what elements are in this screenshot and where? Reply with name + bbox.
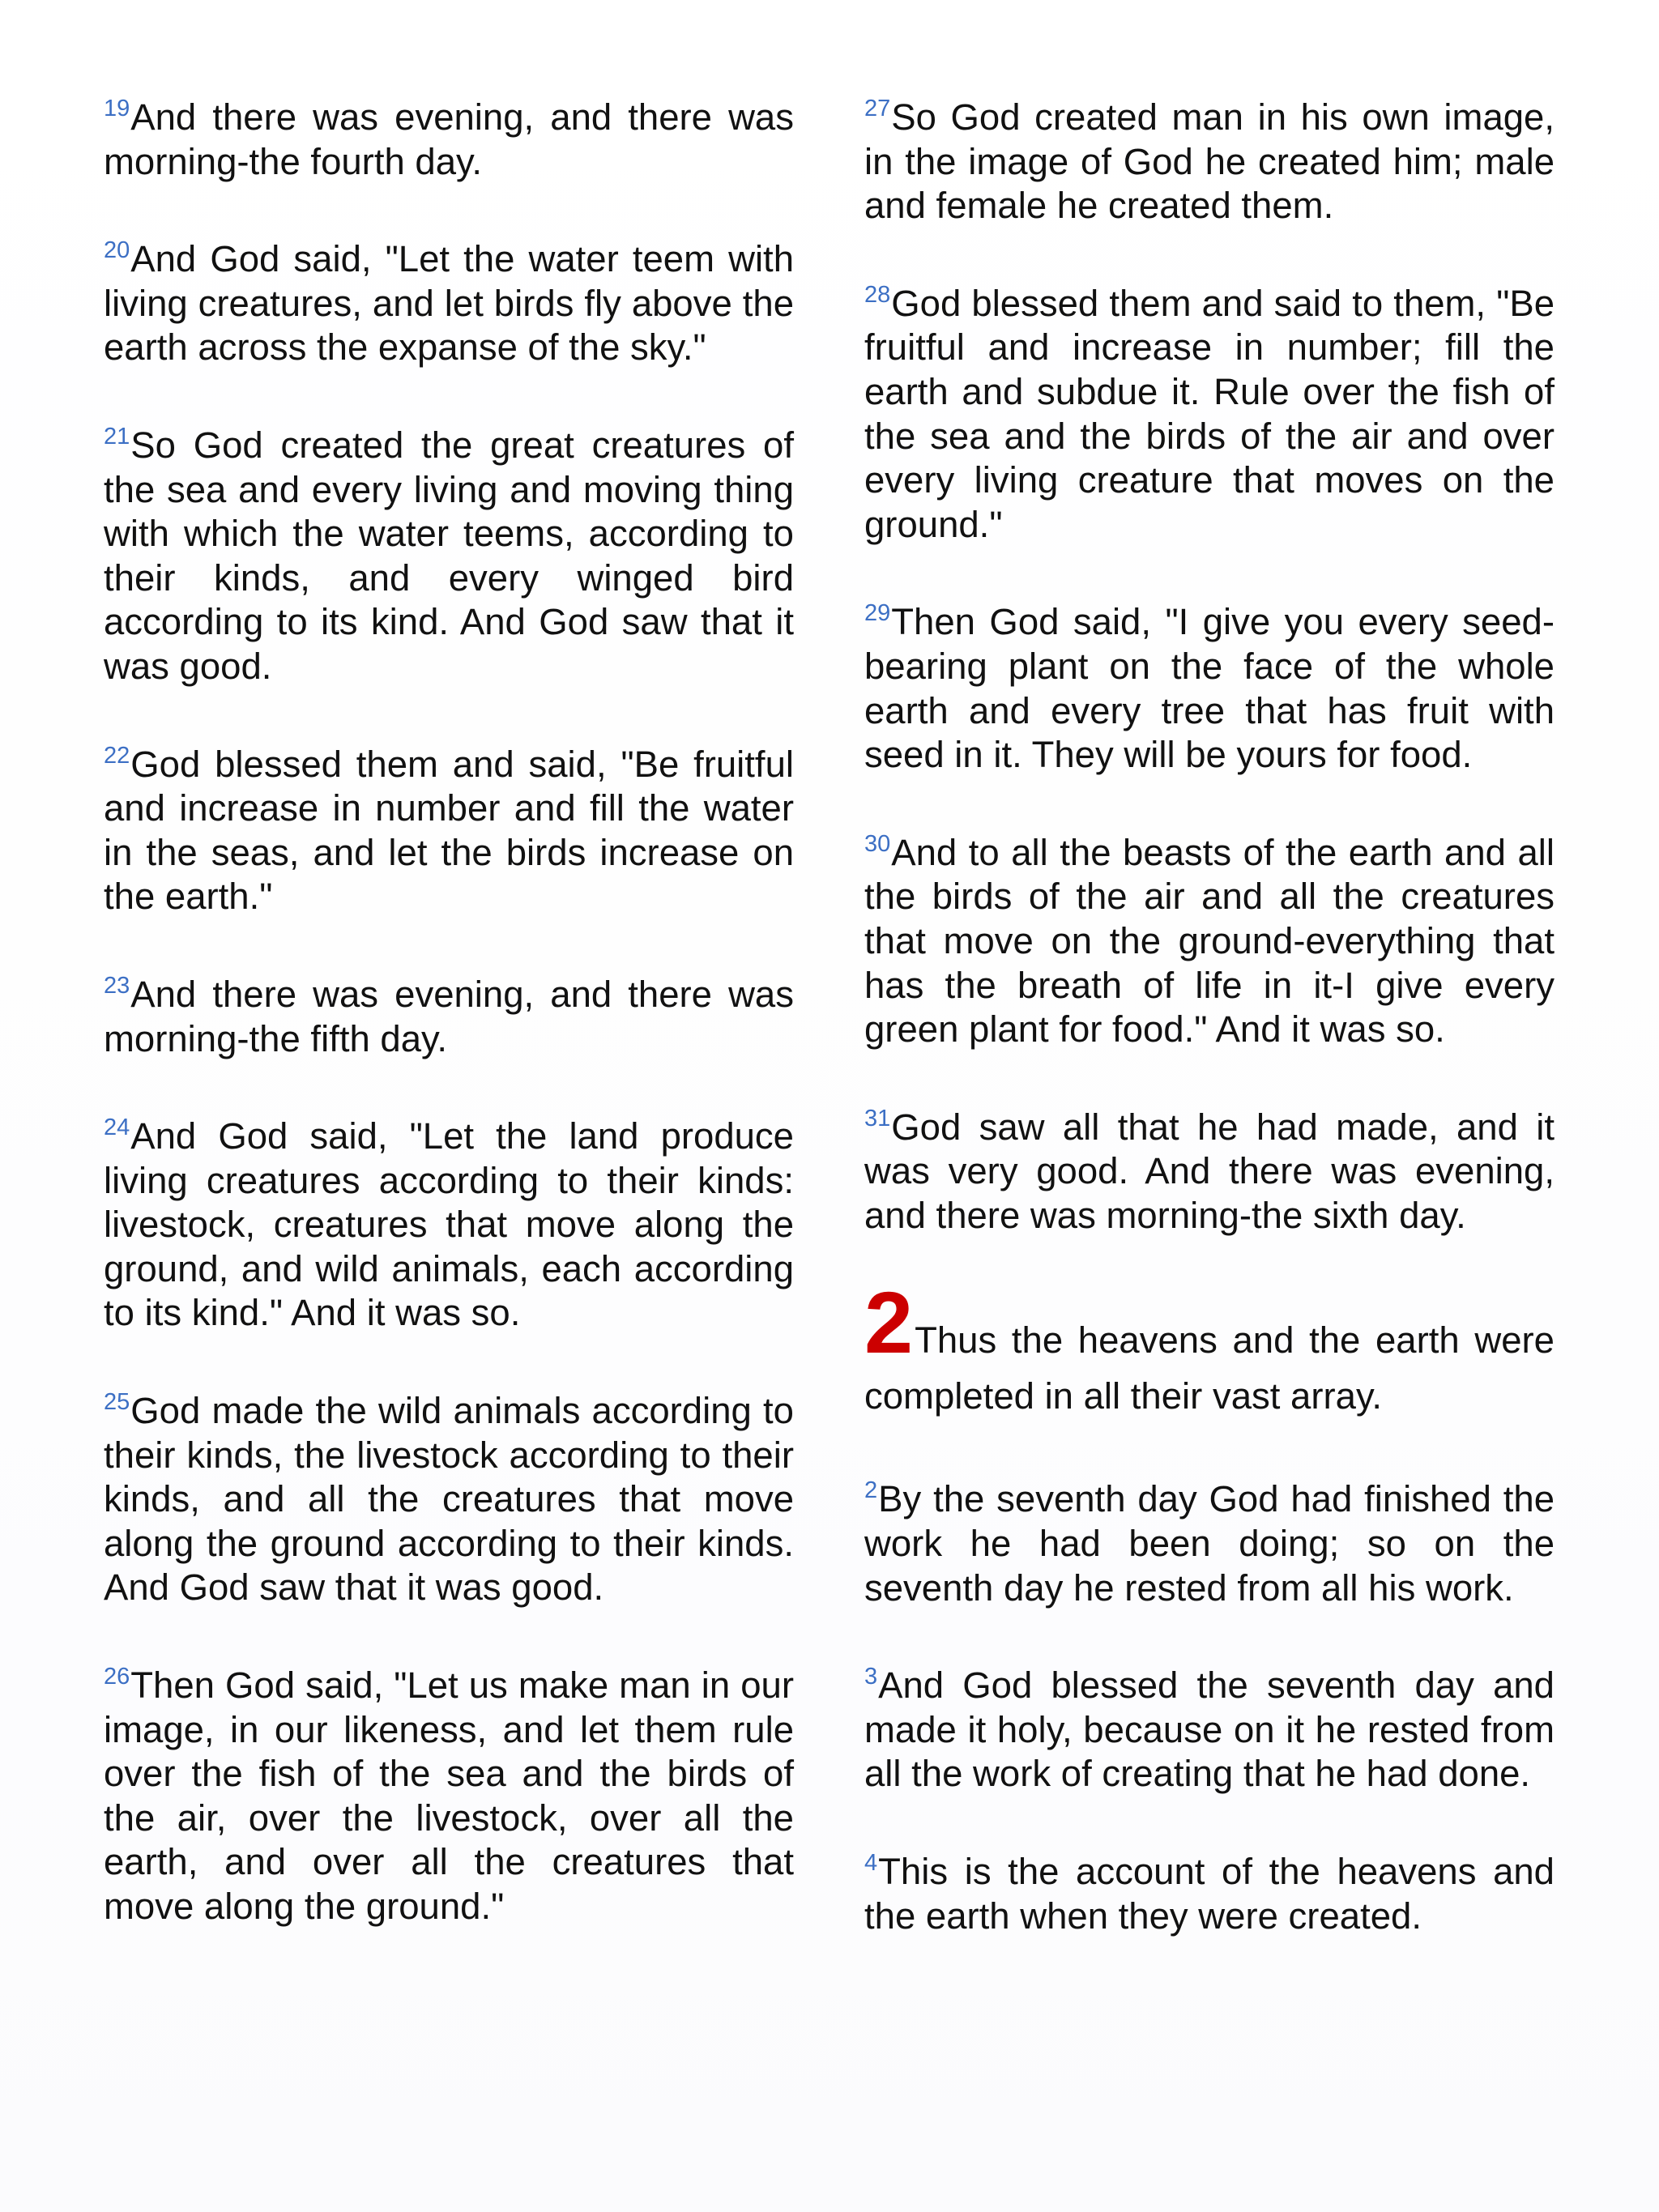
verse-27 <box>864 96 1555 228</box>
verse-number: 25 <box>104 1389 130 1416</box>
verse-number: 30 <box>864 830 891 857</box>
verse-22 <box>104 743 794 919</box>
verse-text: And there was evening, and there was morning-the fourth day. <box>104 96 794 182</box>
verse-text: And God said, "Let the water teem with living creatures, and let birds fly above the earth across the expanse of the sky." <box>104 238 794 369</box>
verse-23 <box>104 973 794 1061</box>
verse-text: Then God said, "I give you every seed-bearing plant on the face of the whole earth and every tree that has fruit with seed in it. They will be yours for food. <box>864 601 1555 776</box>
chapter-number: 2 <box>864 1273 914 1372</box>
verse-2-3 <box>864 1664 1555 1796</box>
verse-text: This is the account of the heavens and the earth when they were created. <box>864 1851 1555 1937</box>
verse-number: 29 <box>864 600 891 627</box>
verse-number: 19 <box>104 96 130 121</box>
verse-number: 24 <box>104 1115 130 1141</box>
verse-text: And God blessed the seventh day and made it holy, because on it he rested from all the work of creating that he had done. <box>864 1664 1555 1795</box>
verse-number: 22 <box>104 742 130 769</box>
verse-text: And there was evening, and there was morning-the fifth day. <box>104 973 794 1059</box>
right-column <box>864 96 1555 1992</box>
verse-text: And God said, "Let the land produce living creatures according to their kinds: livestock, creatures that move along the ground, and wild animals, each according to its kind." And it was so. <box>104 1115 794 1334</box>
verse-19 <box>104 96 794 184</box>
chapter-opening-text: Thus the heavens and the earth were completed in all their vast array. <box>864 1319 1555 1417</box>
verse-number: 20 <box>104 237 130 264</box>
verse-text: So God created man in his own image, in the image of God he created him; male and female he created them. <box>864 96 1555 227</box>
verse-number: 26 <box>104 1664 130 1690</box>
verse-number: 31 <box>864 1105 891 1132</box>
left-column <box>104 96 794 1983</box>
verse-text: God blessed them and said to them, "Be fruitful and increase in number; fill the earth and subdue it. Rule over the fish of the sea and the birds of the air and over every living creature that moves on the ground." <box>864 282 1555 545</box>
verse-26 <box>104 1664 794 1929</box>
verse-25 <box>104 1389 794 1610</box>
verse-2-2 <box>864 1477 1555 1610</box>
verse-28 <box>864 282 1555 548</box>
verse-number: 23 <box>104 972 130 999</box>
verse-text: By the seventh day God had finished the work he had been doing; so on the seventh day he rested from all his work. <box>864 1478 1555 1609</box>
verse-text: And to all the beasts of the earth and all the birds of the air and all the creatures that move on the ground-everything that has the breath of life in it-I give every green plant for food." And it was so. <box>864 831 1555 1051</box>
verse-number: 21 <box>104 423 130 450</box>
verse-text: God saw all that he had made, and it was very good. And there was evening, and there was morning-the sixth day. <box>864 1106 1555 1236</box>
verse-21 <box>104 424 794 689</box>
verse-number: 27 <box>864 96 891 121</box>
verse-text: So God created the great creatures of the sea and every living and moving thing with which the water teems, according to their kinds, and every winged bird according to its kind. And God saw that it was good. <box>104 424 794 687</box>
verse-29 <box>864 600 1555 777</box>
verse-number: 4 <box>864 1850 878 1877</box>
verse-2-4 <box>864 1850 1555 1938</box>
chapter-spacer <box>864 1291 1555 1312</box>
verse-number: 3 <box>864 1664 878 1690</box>
verse-number: 2 <box>864 1477 878 1504</box>
verse-text: Then God said, "Let us make man in our image, in our likeness, and let them rule over the fish of the sea and the birds of the air, over the livestock, over all the earth, and over all the creatures that move along the ground." <box>104 1664 794 1927</box>
verse-20 <box>104 237 794 370</box>
verse-number: 28 <box>864 281 891 308</box>
verse-31 <box>864 1106 1555 1238</box>
verse-24 <box>104 1115 794 1336</box>
verse-text: God blessed them and said, "Be fruitful and increase in number and fill the water in the seas, and let the birds increase on the earth." <box>104 743 794 918</box>
verse-text: God made the wild animals according to their kinds, the livestock according to their kinds, and all the creatures that move along the ground according to their kinds. And God saw that it was good. <box>104 1390 794 1609</box>
chapter-2-opening <box>864 1273 1555 1424</box>
verse-30 <box>864 831 1555 1052</box>
